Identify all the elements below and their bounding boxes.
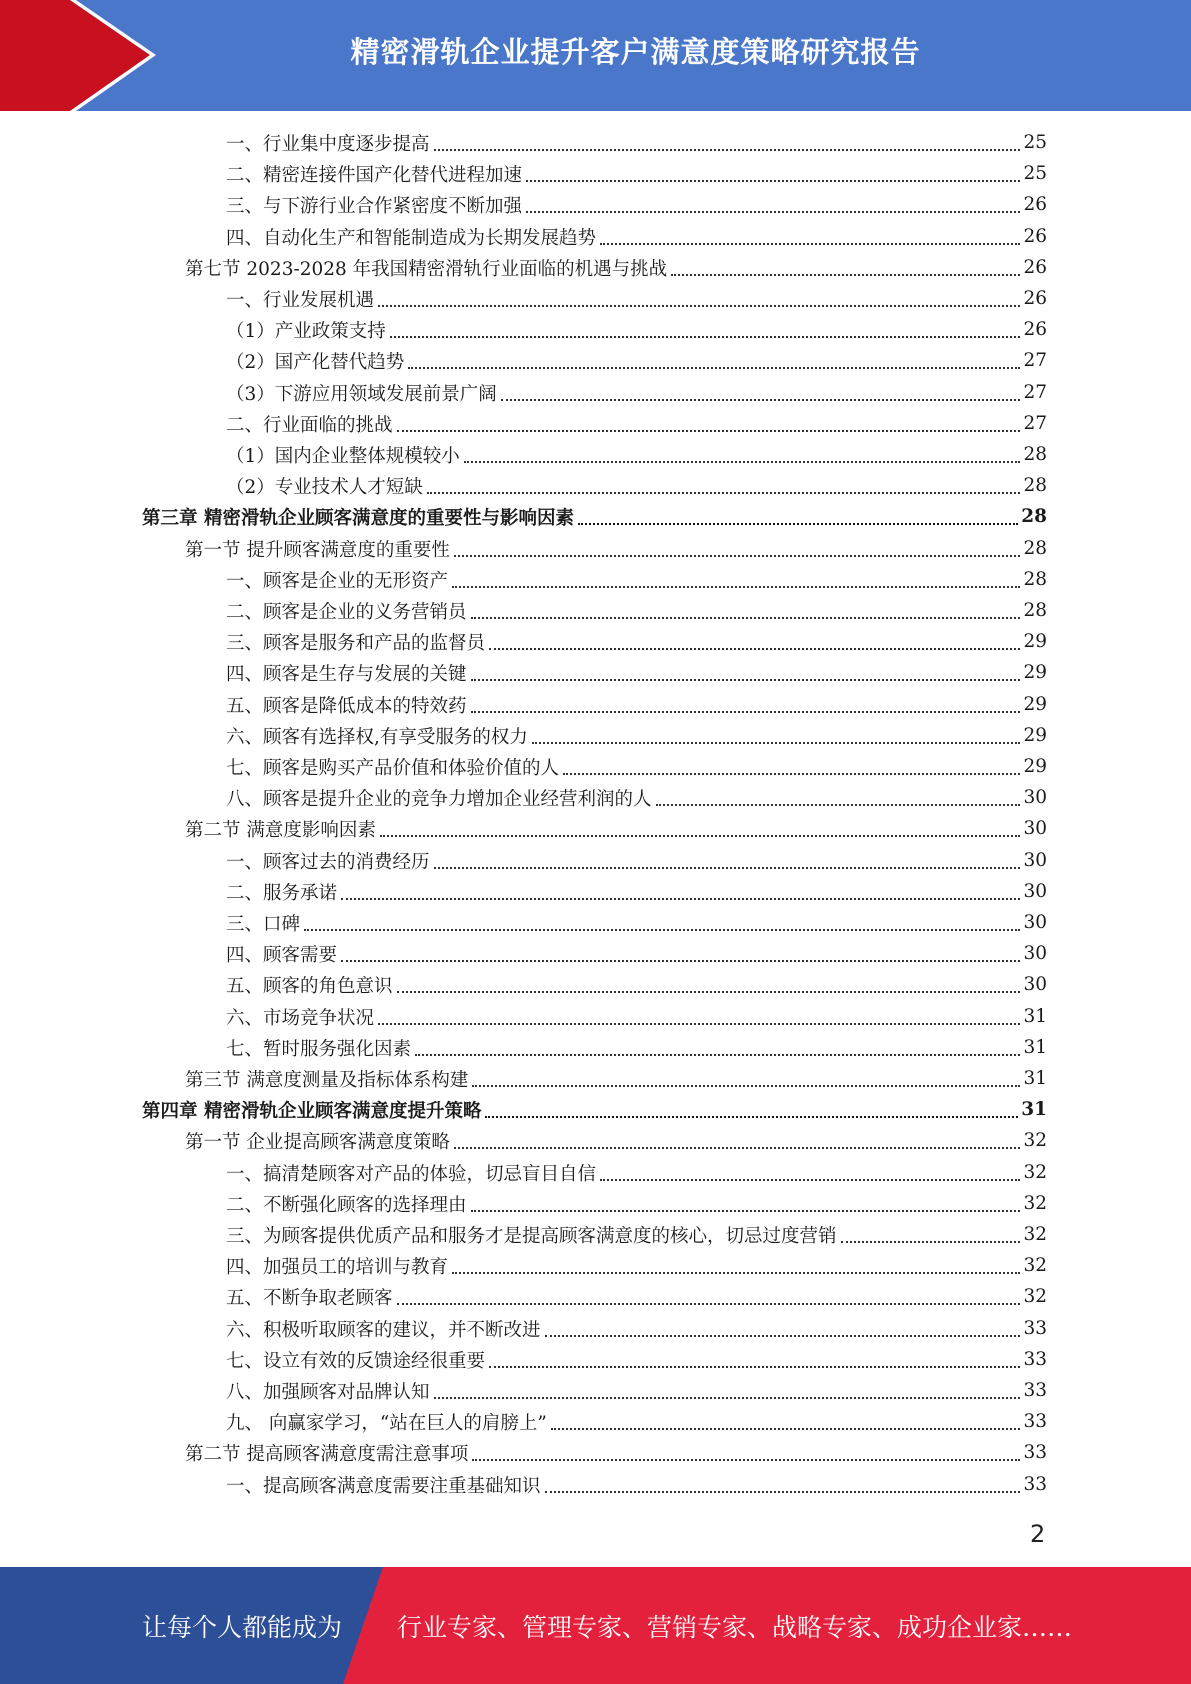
toc-entry-title: 二、不断强化顾客的选择理由 (226, 1194, 467, 1216)
toc-entry-item[interactable] (226, 189, 1047, 220)
toc-entry-item[interactable] (226, 1313, 1047, 1344)
toc-entry-sub[interactable] (226, 345, 1047, 376)
toc-entry-item[interactable] (226, 626, 1047, 657)
dot-leader (551, 1427, 1021, 1430)
toc-entry-item[interactable] (226, 1375, 1047, 1406)
toc-entry-title: 第三章 精密滑轨企业顾客满意度的重要性与影响因素 (142, 507, 574, 529)
toc-entry-page: 29 (1023, 631, 1047, 652)
toc-entry-title: 五、顾客的角色意识 (226, 975, 393, 997)
toc-entry-page: 30 (1023, 974, 1047, 995)
toc-entry-item[interactable] (226, 1469, 1047, 1500)
toc-entry-title: 一、顾客过去的消费经历 (226, 851, 430, 873)
toc-entry-item[interactable] (226, 938, 1047, 969)
dot-leader (397, 429, 1021, 432)
dot-leader (600, 1178, 1020, 1181)
dot-leader (378, 1022, 1020, 1025)
toc-entry-title: 第三节 满意度测量及指标体系构建 (185, 1069, 469, 1091)
toc-entry-page: 33 (1023, 1442, 1047, 1463)
toc-entry-page: 32 (1023, 1130, 1047, 1151)
toc-entry-page: 31 (1023, 1068, 1047, 1089)
toc-entry-section[interactable] (185, 252, 1047, 283)
toc-entry-title: 一、顾客是企业的无形资产 (226, 570, 449, 592)
toc-entry-page: 30 (1023, 787, 1047, 808)
toc-entry-title: 二、精密连接件国产化替代进程加速 (226, 164, 523, 186)
toc-entry-page: 31 (1021, 1099, 1047, 1120)
toc-entry-item[interactable] (226, 720, 1047, 751)
toc-entry-item[interactable] (226, 1281, 1047, 1312)
toc-entry-page: 28 (1023, 569, 1047, 590)
toc-entry-page: 28 (1023, 475, 1047, 496)
toc-entry-item[interactable] (226, 1032, 1047, 1063)
toc-entry-title: （2）专业技术人才短缺 (226, 476, 423, 498)
toc-entry-sub[interactable] (226, 470, 1047, 501)
toc-entry-title: 一、行业集中度逐步提高 (226, 133, 430, 155)
toc-entry-title: 六、市场竞争状况 (226, 1007, 375, 1029)
dot-leader (341, 959, 1020, 962)
toc-entry-item[interactable] (226, 158, 1047, 189)
toc-entry-item[interactable] (226, 1157, 1047, 1188)
dot-leader (434, 866, 1021, 869)
toc-entry-page: 27 (1023, 350, 1047, 371)
toc-entry-title: 第二节 提高顾客满意度需注意事项 (185, 1443, 469, 1465)
toc-entry-item[interactable] (226, 1001, 1047, 1032)
toc-entry-section[interactable] (185, 533, 1047, 564)
toc-entry-page: 33 (1023, 1474, 1047, 1495)
toc-entry-item[interactable] (226, 1219, 1047, 1250)
toc-entry-title: 六、积极听取顾客的建议，并不断改进 (226, 1319, 541, 1341)
dot-leader (464, 460, 1021, 463)
toc-entry-page: 33 (1023, 1318, 1047, 1339)
dot-leader (341, 897, 1020, 900)
toc-entry-title: 四、顾客需要 (226, 944, 338, 966)
toc-entry-page: 26 (1023, 194, 1047, 215)
report-title: 精密滑轨企业提升客户满意度策略研究报告 (350, 35, 921, 69)
dot-leader (489, 1365, 1020, 1368)
dot-leader (485, 1115, 1018, 1118)
toc-entry-page: 33 (1023, 1349, 1047, 1370)
dot-leader (397, 1302, 1021, 1305)
dot-leader (434, 1396, 1021, 1399)
dot-leader (397, 990, 1021, 993)
toc-entry-title: （3）下游应用领域发展前景广阔 (226, 383, 497, 405)
toc-entry-page: 27 (1023, 413, 1047, 434)
toc-entry-page: 31 (1023, 1006, 1047, 1027)
toc-entry-title: 二、服务承诺 (226, 882, 338, 904)
toc-entry-section[interactable] (185, 813, 1047, 844)
toc-entry-page: 28 (1023, 538, 1047, 559)
toc-entry-title: 二、顾客是企业的义务营销员 (226, 601, 467, 623)
dot-leader (472, 1084, 1020, 1087)
dot-leader (526, 179, 1020, 182)
toc-entry-title: 三、与下游行业合作紧密度不断加强 (226, 195, 523, 217)
page-footer (0, 1567, 1191, 1684)
toc-entry-page: 33 (1023, 1380, 1047, 1401)
toc-entry-item[interactable] (226, 1406, 1047, 1437)
toc-entry-title: 四、顾客是生存与发展的关键 (226, 663, 467, 685)
dot-leader (656, 803, 1021, 806)
toc-entry-page: 29 (1023, 725, 1047, 746)
toc-entry-item[interactable] (226, 907, 1047, 938)
toc-entry-item[interactable] (226, 782, 1047, 813)
toc-entry-item[interactable] (226, 221, 1047, 252)
toc-entry-page: 30 (1023, 818, 1047, 839)
toc-entry-title: 四、加强员工的培训与教育 (226, 1256, 449, 1278)
toc-entry-title: 四、自动化生产和智能制造成为长期发展趋势 (226, 227, 597, 249)
dot-leader (454, 1146, 1021, 1149)
dot-leader (434, 148, 1021, 151)
toc-entry-title: 三、顾客是服务和产品的监督员 (226, 632, 486, 654)
toc-entry-sub[interactable] (226, 377, 1047, 408)
toc-entry-title: 六、顾客有选择权,有享受服务的权力 (226, 726, 528, 748)
toc-entry-item[interactable] (226, 127, 1047, 158)
toc-entry-page: 32 (1023, 1193, 1047, 1214)
toc-entry-section[interactable] (185, 1125, 1047, 1156)
toc-entry-item[interactable] (226, 876, 1047, 907)
dot-leader (532, 741, 1021, 744)
toc-entry-item[interactable] (226, 657, 1047, 688)
toc-entry-title: 第七节 2023-2028 年我国精密滑轨行业面临的机遇与挑战 (185, 258, 668, 280)
toc-entry-item[interactable] (226, 1344, 1047, 1375)
dot-leader (471, 616, 1021, 619)
toc-entry-item[interactable] (226, 564, 1047, 595)
toc-entry-item[interactable] (226, 408, 1047, 439)
toc-entry-title: 一、提高顾客满意度需要注重基础知识 (226, 1475, 541, 1497)
toc-entry-page: 32 (1023, 1255, 1047, 1276)
toc-entry-page: 25 (1023, 163, 1047, 184)
toc-entry-chapter[interactable] (142, 501, 1047, 532)
toc-entry-section[interactable] (185, 1437, 1047, 1468)
page-number: 2 (1030, 1520, 1046, 1548)
toc-entry-title: 二、行业面临的挑战 (226, 414, 393, 436)
toc-entry-page: 26 (1023, 288, 1047, 309)
toc-entry-title: 五、不断争取老顾客 (226, 1287, 393, 1309)
dot-leader (501, 398, 1021, 401)
dot-leader (471, 710, 1021, 713)
toc-entry-title: 九、 向赢家学习，“站在巨人的肩膀上” (226, 1412, 547, 1434)
toc-entry-title: 五、顾客是降低成本的特效药 (226, 695, 467, 717)
toc-entry-page: 26 (1023, 319, 1047, 340)
dot-leader (841, 1240, 1021, 1243)
toc-entry-title: 八、顾客是提升企业的竞争力增加企业经营利润的人 (226, 788, 652, 810)
toc-entry-item[interactable] (226, 751, 1047, 782)
dot-leader (545, 1334, 1021, 1337)
dot-leader (563, 772, 1020, 775)
dot-leader (378, 304, 1020, 307)
toc-entry-title: 三、口碑 (226, 913, 301, 935)
toc-entry-title: 第一节 企业提高顾客满意度策略 (185, 1131, 450, 1153)
toc-entry-sub[interactable] (226, 314, 1047, 345)
toc-entry-item[interactable] (226, 689, 1047, 720)
toc-entry-page: 29 (1023, 694, 1047, 715)
toc-entry-title: 七、顾客是购买产品价值和体验价值的人 (226, 757, 560, 779)
toc-entry-title: （2）国产化替代趋势 (226, 351, 405, 373)
dot-leader (600, 242, 1020, 245)
dot-leader (452, 585, 1020, 588)
toc-entry-page: 27 (1023, 382, 1047, 403)
toc-entry-title: 第一节 提升顾客满意度的重要性 (185, 539, 450, 561)
dot-leader (454, 554, 1021, 557)
toc-entry-page: 30 (1023, 912, 1047, 933)
toc-entry-item[interactable] (226, 595, 1047, 626)
toc-entry-page: 25 (1023, 132, 1047, 153)
dot-leader (545, 1490, 1021, 1493)
toc-entry-title: 三、为顾客提供优质产品和服务才是提高顾客满意度的核心，切忌过度营销 (226, 1225, 837, 1247)
dot-leader (472, 1458, 1020, 1461)
toc-entry-title: 一、行业发展机遇 (226, 289, 375, 311)
toc-entry-title: （1）产业政策支持 (226, 320, 386, 342)
dot-leader (489, 647, 1020, 650)
dot-leader (390, 335, 1021, 338)
toc-entry-chapter[interactable] (142, 1094, 1047, 1125)
dot-leader (427, 491, 1021, 494)
toc-entry-page: 32 (1023, 1224, 1047, 1245)
toc-entry-title: 第二节 满意度影响因素 (185, 819, 376, 841)
toc-entry-title: 八、加强顾客对品牌认知 (226, 1381, 430, 1403)
toc-entry-page: 28 (1023, 444, 1047, 465)
toc-entry-page: 30 (1023, 850, 1047, 871)
toc-entry-page: 32 (1023, 1286, 1047, 1307)
red-chevron-graphic (0, 0, 160, 111)
dot-leader (471, 678, 1021, 681)
dot-leader (452, 1271, 1020, 1274)
toc-entry-page: 28 (1021, 506, 1047, 527)
toc-entry-page: 28 (1023, 600, 1047, 621)
page-header (0, 0, 1191, 111)
dot-leader (380, 834, 1021, 837)
toc-entry-page: 26 (1023, 226, 1047, 247)
toc-entry-page: 29 (1023, 662, 1047, 683)
toc-entry-item[interactable] (226, 1250, 1047, 1281)
toc-entry-item[interactable] (226, 969, 1047, 1000)
toc-entry-page: 33 (1023, 1411, 1047, 1432)
dot-leader (415, 1053, 1020, 1056)
toc-entry-sub[interactable] (226, 439, 1047, 470)
toc-entry-title: （1）国内企业整体规模较小 (226, 445, 460, 467)
dot-leader (304, 928, 1020, 931)
dot-leader (671, 273, 1020, 276)
footer-slogan-right: 行业专家、管理专家、营销专家、战略专家、成功企业家…… (397, 1612, 1073, 1642)
toc-entry-page: 26 (1023, 257, 1047, 278)
toc-entry-title: 七、设立有效的反馈途经很重要 (226, 1350, 486, 1372)
toc-entry-page: 29 (1023, 756, 1047, 777)
dot-leader (471, 1209, 1021, 1212)
dot-leader (578, 522, 1018, 525)
toc-entry-title: 七、暂时服务强化因素 (226, 1038, 412, 1060)
toc-entry-page: 30 (1023, 943, 1047, 964)
toc-entry-page: 31 (1023, 1037, 1047, 1058)
toc-entry-item[interactable] (226, 283, 1047, 314)
toc-entry-section[interactable] (185, 1063, 1047, 1094)
dot-leader (408, 366, 1020, 369)
footer-slogan-left: 让每个人都能成为 (142, 1612, 343, 1642)
toc-entry-item[interactable] (226, 845, 1047, 876)
toc-entry-page: 30 (1023, 881, 1047, 902)
toc-entry-item[interactable] (226, 1188, 1047, 1219)
toc-entry-title: 一、搞清楚顾客对产品的体验，切忌盲目自信 (226, 1163, 597, 1185)
toc-entry-title: 第四章 精密滑轨企业顾客满意度提升策略 (142, 1100, 482, 1122)
toc-entry-page: 32 (1023, 1162, 1047, 1183)
dot-leader (526, 210, 1020, 213)
